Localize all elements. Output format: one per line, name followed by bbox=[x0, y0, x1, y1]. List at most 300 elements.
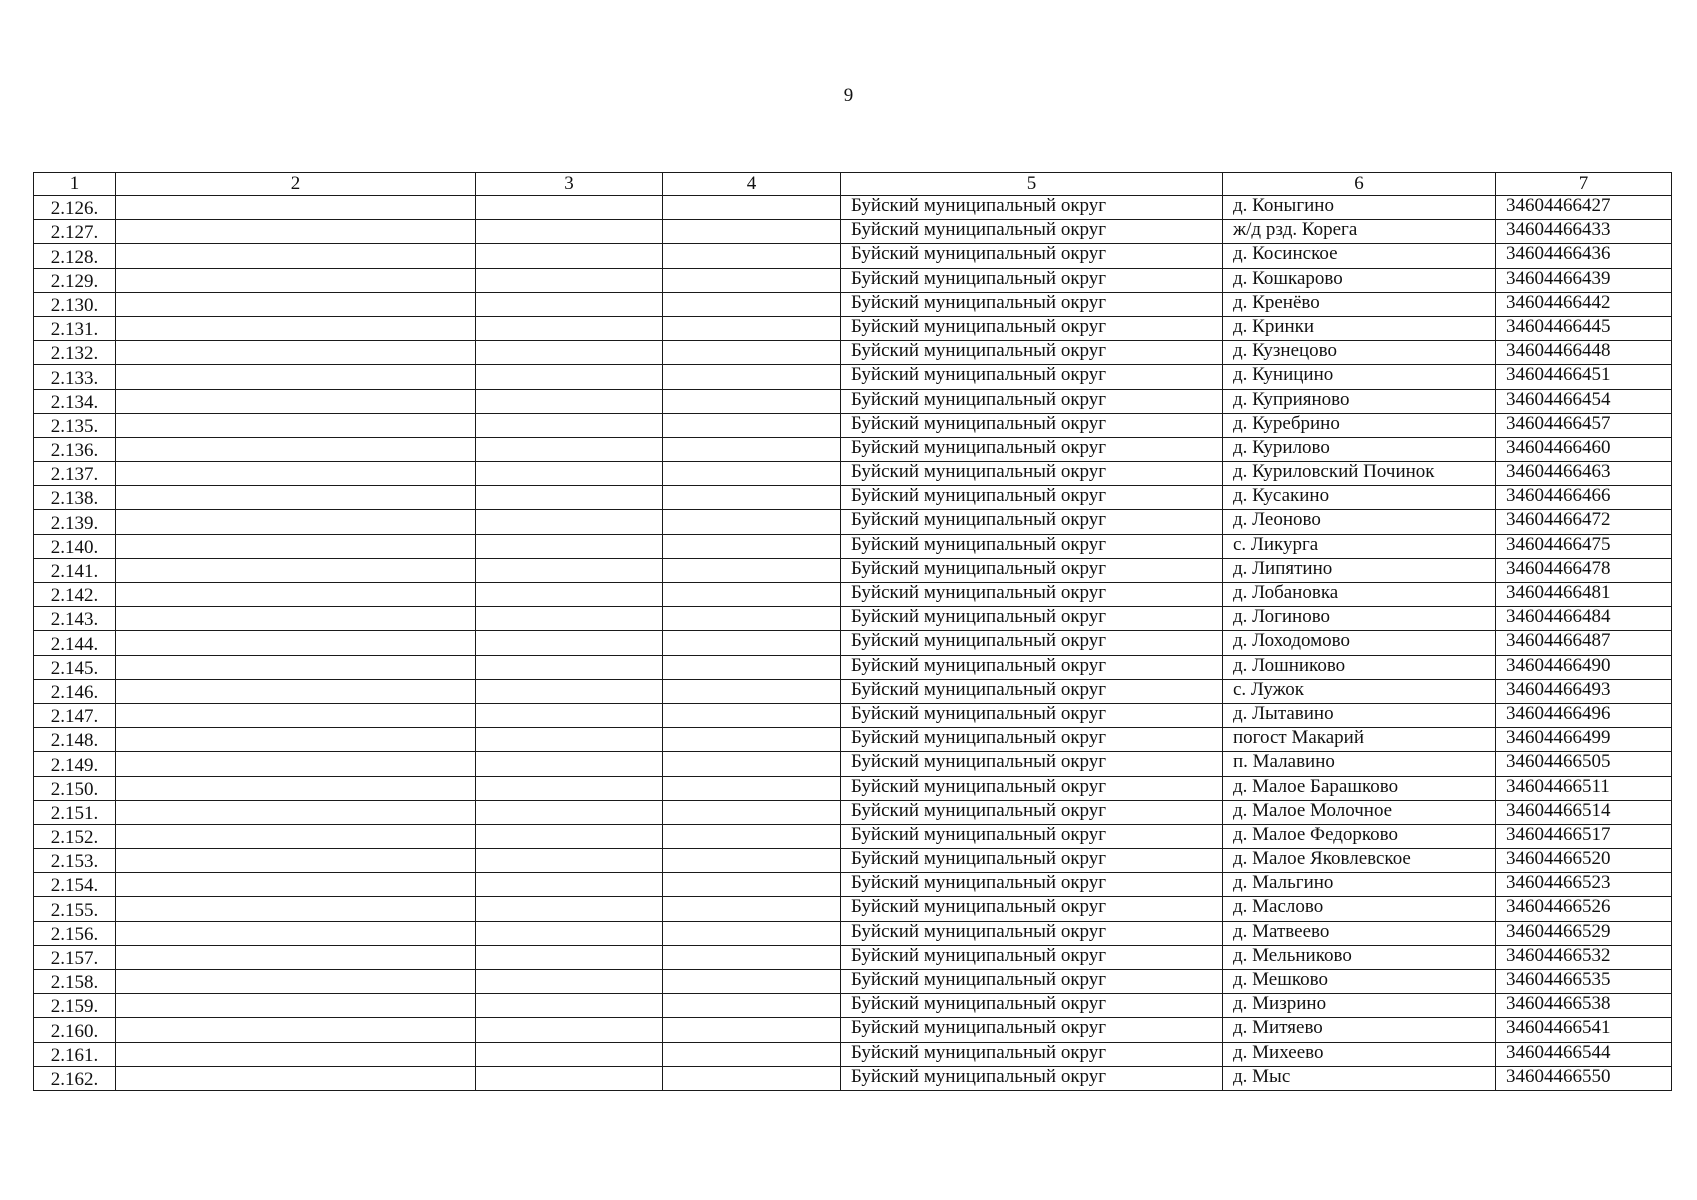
code-cell: 34604466466 bbox=[1496, 486, 1672, 510]
row-number-cell: 2.147. bbox=[34, 703, 116, 727]
column-3-cell bbox=[476, 945, 663, 969]
column-3-cell bbox=[476, 462, 663, 486]
column-4-cell bbox=[663, 1042, 841, 1066]
column-2-cell bbox=[116, 921, 476, 945]
column-2-cell bbox=[116, 389, 476, 413]
settlement-cell: д. Лоходомово bbox=[1223, 631, 1496, 655]
row-number-cell: 2.156. bbox=[34, 921, 116, 945]
district-cell: Буйский муниципальный округ bbox=[841, 534, 1223, 558]
settlement-cell: д. Леоново bbox=[1223, 510, 1496, 534]
column-4-cell bbox=[663, 655, 841, 679]
row-number-cell: 2.131. bbox=[34, 316, 116, 340]
column-2-cell bbox=[116, 824, 476, 848]
settlement-cell: с. Лужок bbox=[1223, 679, 1496, 703]
column-4-cell bbox=[663, 945, 841, 969]
table-row bbox=[34, 558, 1672, 582]
column-2-cell bbox=[116, 945, 476, 969]
column-4-cell bbox=[663, 631, 841, 655]
settlement-cell: д. Кринки bbox=[1223, 316, 1496, 340]
settlement-cell: д. Кусакино bbox=[1223, 486, 1496, 510]
code-cell: 34604466538 bbox=[1496, 994, 1672, 1018]
code-cell: 34604466493 bbox=[1496, 679, 1672, 703]
table-row bbox=[34, 196, 1672, 220]
district-cell: Буйский муниципальный округ bbox=[841, 921, 1223, 945]
row-number-cell: 2.138. bbox=[34, 486, 116, 510]
table-row bbox=[34, 1042, 1672, 1066]
settlement-cell: д. Лытавино bbox=[1223, 703, 1496, 727]
district-cell: Буйский муниципальный округ bbox=[841, 413, 1223, 437]
column-4-cell bbox=[663, 486, 841, 510]
district-cell: Буйский муниципальный округ bbox=[841, 389, 1223, 413]
row-number-cell: 2.148. bbox=[34, 728, 116, 752]
code-cell: 34604466475 bbox=[1496, 534, 1672, 558]
code-cell: 34604466496 bbox=[1496, 703, 1672, 727]
district-cell: Буйский муниципальный округ bbox=[841, 849, 1223, 873]
district-cell: Буйский муниципальный округ bbox=[841, 244, 1223, 268]
settlement-cell: д. Курилово bbox=[1223, 437, 1496, 461]
district-cell: Буйский муниципальный округ bbox=[841, 220, 1223, 244]
row-number-cell: 2.141. bbox=[34, 558, 116, 582]
district-cell: Буйский муниципальный округ bbox=[841, 800, 1223, 824]
column-2-cell bbox=[116, 341, 476, 365]
district-cell: Буйский муниципальный округ bbox=[841, 1042, 1223, 1066]
column-2-cell bbox=[116, 437, 476, 461]
column-2-cell bbox=[116, 196, 476, 220]
column-4-cell bbox=[663, 316, 841, 340]
district-cell: Буйский муниципальный округ bbox=[841, 462, 1223, 486]
table-row bbox=[34, 679, 1672, 703]
table-row bbox=[34, 413, 1672, 437]
row-number-cell: 2.162. bbox=[34, 1066, 116, 1090]
column-3-cell bbox=[476, 292, 663, 316]
settlement-cell: д. Лобановка bbox=[1223, 583, 1496, 607]
column-header-3: 3 bbox=[476, 173, 663, 196]
settlement-cell: д. Мельниково bbox=[1223, 945, 1496, 969]
code-cell: 34604466529 bbox=[1496, 921, 1672, 945]
row-number-cell: 2.128. bbox=[34, 244, 116, 268]
column-3-cell bbox=[476, 703, 663, 727]
row-number-cell: 2.134. bbox=[34, 389, 116, 413]
column-4-cell bbox=[663, 292, 841, 316]
column-3-cell bbox=[476, 728, 663, 752]
table-row bbox=[34, 945, 1672, 969]
row-number-cell: 2.142. bbox=[34, 583, 116, 607]
settlement-cell: п. Малавино bbox=[1223, 752, 1496, 776]
table-row bbox=[34, 341, 1672, 365]
column-4-cell bbox=[663, 244, 841, 268]
column-3-cell bbox=[476, 849, 663, 873]
column-2-cell bbox=[116, 292, 476, 316]
district-cell: Буйский муниципальный округ bbox=[841, 316, 1223, 340]
row-number-cell: 2.150. bbox=[34, 776, 116, 800]
settlement-cell: д. Мальгино bbox=[1223, 873, 1496, 897]
settlement-cell: д. Куницино bbox=[1223, 365, 1496, 389]
column-4-cell bbox=[663, 220, 841, 244]
table-row bbox=[34, 873, 1672, 897]
column-4-cell bbox=[663, 800, 841, 824]
column-4-cell bbox=[663, 897, 841, 921]
code-cell: 34604466514 bbox=[1496, 800, 1672, 824]
table-row bbox=[34, 607, 1672, 631]
column-2-cell bbox=[116, 365, 476, 389]
district-cell: Буйский муниципальный округ bbox=[841, 873, 1223, 897]
row-number-cell: 2.157. bbox=[34, 945, 116, 969]
settlement-cell: д. Кузнецово bbox=[1223, 341, 1496, 365]
settlement-cell: д. Малое Молочное bbox=[1223, 800, 1496, 824]
code-cell: 34604466490 bbox=[1496, 655, 1672, 679]
row-number-cell: 2.158. bbox=[34, 970, 116, 994]
column-header-7: 7 bbox=[1496, 173, 1672, 196]
code-cell: 34604466484 bbox=[1496, 607, 1672, 631]
settlement-cell: д. Маслово bbox=[1223, 897, 1496, 921]
row-number-cell: 2.144. bbox=[34, 631, 116, 655]
code-cell: 34604466451 bbox=[1496, 365, 1672, 389]
column-3-cell bbox=[476, 316, 663, 340]
column-3-cell bbox=[476, 631, 663, 655]
district-cell: Буйский муниципальный округ bbox=[841, 897, 1223, 921]
column-3-cell bbox=[476, 437, 663, 461]
district-cell: Буйский муниципальный округ bbox=[841, 945, 1223, 969]
column-3-cell bbox=[476, 389, 663, 413]
table-row bbox=[34, 389, 1672, 413]
table-row bbox=[34, 994, 1672, 1018]
settlement-cell: д. Куприяново bbox=[1223, 389, 1496, 413]
district-cell: Буйский муниципальный округ bbox=[841, 776, 1223, 800]
settlement-cell: д. Мизрино bbox=[1223, 994, 1496, 1018]
column-2-cell bbox=[116, 462, 476, 486]
settlement-cell: д. Липятино bbox=[1223, 558, 1496, 582]
table-body bbox=[34, 196, 1672, 1091]
settlement-cell: д. Малое Барашково bbox=[1223, 776, 1496, 800]
registry-table bbox=[33, 172, 1672, 1091]
column-2-cell bbox=[116, 679, 476, 703]
column-header-6: 6 bbox=[1223, 173, 1496, 196]
code-cell: 34604466472 bbox=[1496, 510, 1672, 534]
code-cell: 34604466517 bbox=[1496, 824, 1672, 848]
code-cell: 34604466487 bbox=[1496, 631, 1672, 655]
row-number-cell: 2.130. bbox=[34, 292, 116, 316]
district-cell: Буйский муниципальный округ bbox=[841, 607, 1223, 631]
table-row bbox=[34, 268, 1672, 292]
column-4-cell bbox=[663, 921, 841, 945]
column-2-cell bbox=[116, 703, 476, 727]
column-2-cell bbox=[116, 897, 476, 921]
column-3-cell bbox=[476, 486, 663, 510]
row-number-cell: 2.137. bbox=[34, 462, 116, 486]
code-cell: 34604466454 bbox=[1496, 389, 1672, 413]
table-row bbox=[34, 1018, 1672, 1042]
row-number-cell: 2.154. bbox=[34, 873, 116, 897]
column-4-cell bbox=[663, 413, 841, 437]
column-header-1: 1 bbox=[34, 173, 116, 196]
district-cell: Буйский муниципальный округ bbox=[841, 486, 1223, 510]
column-3-cell bbox=[476, 970, 663, 994]
column-4-cell bbox=[663, 462, 841, 486]
settlement-cell: с. Ликурга bbox=[1223, 534, 1496, 558]
code-cell: 34604466535 bbox=[1496, 970, 1672, 994]
row-number-cell: 2.126. bbox=[34, 196, 116, 220]
district-cell: Буйский муниципальный округ bbox=[841, 510, 1223, 534]
table-row bbox=[34, 220, 1672, 244]
column-4-cell bbox=[663, 268, 841, 292]
settlement-cell: д. Мешково bbox=[1223, 970, 1496, 994]
header-row bbox=[34, 173, 1672, 196]
row-number-cell: 2.140. bbox=[34, 534, 116, 558]
code-cell: 34604466457 bbox=[1496, 413, 1672, 437]
settlement-cell: д. Куриловский Починок bbox=[1223, 462, 1496, 486]
settlement-cell: д. Косинское bbox=[1223, 244, 1496, 268]
column-2-cell bbox=[116, 655, 476, 679]
column-4-cell bbox=[663, 1066, 841, 1090]
column-2-cell bbox=[116, 800, 476, 824]
column-2-cell bbox=[116, 994, 476, 1018]
column-3-cell bbox=[476, 1042, 663, 1066]
column-4-cell bbox=[663, 365, 841, 389]
code-cell: 34604466544 bbox=[1496, 1042, 1672, 1066]
code-cell: 34604466463 bbox=[1496, 462, 1672, 486]
column-3-cell bbox=[476, 220, 663, 244]
district-cell: Буйский муниципальный округ bbox=[841, 365, 1223, 389]
column-2-cell bbox=[116, 849, 476, 873]
district-cell: Буйский муниципальный округ bbox=[841, 1018, 1223, 1042]
column-4-cell bbox=[663, 558, 841, 582]
column-3-cell bbox=[476, 244, 663, 268]
table-row bbox=[34, 365, 1672, 389]
table-row bbox=[34, 316, 1672, 340]
table-row bbox=[34, 728, 1672, 752]
settlement-cell: д. Коныгино bbox=[1223, 196, 1496, 220]
table-row bbox=[34, 655, 1672, 679]
settlement-cell: д. Митяево bbox=[1223, 1018, 1496, 1042]
code-cell: 34604466526 bbox=[1496, 897, 1672, 921]
table-row bbox=[34, 824, 1672, 848]
code-cell: 34604466448 bbox=[1496, 341, 1672, 365]
code-cell: 34604466442 bbox=[1496, 292, 1672, 316]
settlement-cell: д. Кренёво bbox=[1223, 292, 1496, 316]
column-3-cell bbox=[476, 341, 663, 365]
column-3-cell bbox=[476, 994, 663, 1018]
district-cell: Буйский муниципальный округ bbox=[841, 703, 1223, 727]
column-3-cell bbox=[476, 510, 663, 534]
row-number-cell: 2.132. bbox=[34, 341, 116, 365]
column-2-cell bbox=[116, 1018, 476, 1042]
column-4-cell bbox=[663, 752, 841, 776]
row-number-cell: 2.149. bbox=[34, 752, 116, 776]
row-number-cell: 2.151. bbox=[34, 800, 116, 824]
row-number-cell: 2.152. bbox=[34, 824, 116, 848]
table-row bbox=[34, 462, 1672, 486]
table-row bbox=[34, 244, 1672, 268]
district-cell: Буйский муниципальный округ bbox=[841, 655, 1223, 679]
code-cell: 34604466541 bbox=[1496, 1018, 1672, 1042]
table-row bbox=[34, 292, 1672, 316]
column-4-cell bbox=[663, 849, 841, 873]
district-cell: Буйский муниципальный округ bbox=[841, 728, 1223, 752]
district-cell: Буйский муниципальный округ bbox=[841, 752, 1223, 776]
column-4-cell bbox=[663, 389, 841, 413]
district-cell: Буйский муниципальный округ bbox=[841, 631, 1223, 655]
settlement-cell: погост Макарий bbox=[1223, 728, 1496, 752]
code-cell: 34604466445 bbox=[1496, 316, 1672, 340]
column-2-cell bbox=[116, 558, 476, 582]
column-3-cell bbox=[476, 534, 663, 558]
table-row bbox=[34, 631, 1672, 655]
column-2-cell bbox=[116, 510, 476, 534]
column-header-4: 4 bbox=[663, 173, 841, 196]
column-4-cell bbox=[663, 703, 841, 727]
table-row bbox=[34, 849, 1672, 873]
table-row bbox=[34, 534, 1672, 558]
column-4-cell bbox=[663, 196, 841, 220]
row-number-cell: 2.155. bbox=[34, 897, 116, 921]
district-cell: Буйский муниципальный округ bbox=[841, 558, 1223, 582]
settlement-cell: д. Матвеево bbox=[1223, 921, 1496, 945]
column-2-cell bbox=[116, 1042, 476, 1066]
settlement-cell: ж/д рзд. Корега bbox=[1223, 220, 1496, 244]
column-4-cell bbox=[663, 583, 841, 607]
row-number-cell: 2.143. bbox=[34, 607, 116, 631]
table-row bbox=[34, 897, 1672, 921]
settlement-cell: д. Куребрино bbox=[1223, 413, 1496, 437]
column-3-cell bbox=[476, 583, 663, 607]
table-row bbox=[34, 583, 1672, 607]
row-number-cell: 2.136. bbox=[34, 437, 116, 461]
district-cell: Буйский муниципальный округ bbox=[841, 196, 1223, 220]
column-4-cell bbox=[663, 824, 841, 848]
district-cell: Буйский муниципальный округ bbox=[841, 824, 1223, 848]
column-2-cell bbox=[116, 873, 476, 897]
row-number-cell: 2.135. bbox=[34, 413, 116, 437]
code-cell: 34604466532 bbox=[1496, 945, 1672, 969]
column-3-cell bbox=[476, 873, 663, 897]
row-number-cell: 2.153. bbox=[34, 849, 116, 873]
settlement-cell: д. Лошниково bbox=[1223, 655, 1496, 679]
column-4-cell bbox=[663, 873, 841, 897]
column-3-cell bbox=[476, 800, 663, 824]
column-3-cell bbox=[476, 1018, 663, 1042]
settlement-cell: д. Логиново bbox=[1223, 607, 1496, 631]
column-4-cell bbox=[663, 970, 841, 994]
column-3-cell bbox=[476, 196, 663, 220]
row-number-cell: 2.145. bbox=[34, 655, 116, 679]
column-3-cell bbox=[476, 752, 663, 776]
code-cell: 34604466505 bbox=[1496, 752, 1672, 776]
column-2-cell bbox=[116, 244, 476, 268]
column-2-cell bbox=[116, 728, 476, 752]
code-cell: 34604466511 bbox=[1496, 776, 1672, 800]
district-cell: Буйский муниципальный округ bbox=[841, 583, 1223, 607]
district-cell: Буйский муниципальный округ bbox=[841, 341, 1223, 365]
column-2-cell bbox=[116, 486, 476, 510]
code-cell: 34604466550 bbox=[1496, 1066, 1672, 1090]
district-cell: Буйский муниципальный округ bbox=[841, 1066, 1223, 1090]
settlement-cell: д. Мыс bbox=[1223, 1066, 1496, 1090]
district-cell: Буйский муниципальный округ bbox=[841, 437, 1223, 461]
code-cell: 34604466439 bbox=[1496, 268, 1672, 292]
column-2-cell bbox=[116, 776, 476, 800]
row-number-cell: 2.146. bbox=[34, 679, 116, 703]
column-2-cell bbox=[116, 268, 476, 292]
column-3-cell bbox=[476, 607, 663, 631]
code-cell: 34604466478 bbox=[1496, 558, 1672, 582]
table-row bbox=[34, 776, 1672, 800]
column-4-cell bbox=[663, 437, 841, 461]
column-4-cell bbox=[663, 994, 841, 1018]
column-3-cell bbox=[476, 655, 663, 679]
column-3-cell bbox=[476, 921, 663, 945]
column-4-cell bbox=[663, 534, 841, 558]
column-3-cell bbox=[476, 365, 663, 389]
column-2-cell bbox=[116, 220, 476, 244]
column-3-cell bbox=[476, 776, 663, 800]
column-3-cell bbox=[476, 558, 663, 582]
table-row bbox=[34, 703, 1672, 727]
column-4-cell bbox=[663, 341, 841, 365]
column-3-cell bbox=[476, 824, 663, 848]
district-cell: Буйский муниципальный округ bbox=[841, 994, 1223, 1018]
district-cell: Буйский муниципальный округ bbox=[841, 970, 1223, 994]
code-cell: 34604466436 bbox=[1496, 244, 1672, 268]
table-row bbox=[34, 921, 1672, 945]
table-row bbox=[34, 486, 1672, 510]
row-number-cell: 2.161. bbox=[34, 1042, 116, 1066]
row-number-cell: 2.129. bbox=[34, 268, 116, 292]
table-row bbox=[34, 510, 1672, 534]
column-2-cell bbox=[116, 413, 476, 437]
code-cell: 34604466433 bbox=[1496, 220, 1672, 244]
column-2-cell bbox=[116, 631, 476, 655]
column-3-cell bbox=[476, 268, 663, 292]
settlement-cell: д. Малое Федорково bbox=[1223, 824, 1496, 848]
column-3-cell bbox=[476, 897, 663, 921]
table-header bbox=[34, 173, 1672, 196]
district-cell: Буйский муниципальный округ bbox=[841, 292, 1223, 316]
row-number-cell: 2.160. bbox=[34, 1018, 116, 1042]
table-row bbox=[34, 752, 1672, 776]
column-2-cell bbox=[116, 1066, 476, 1090]
settlement-cell: д. Кошкарово bbox=[1223, 268, 1496, 292]
settlement-cell: д. Михеево bbox=[1223, 1042, 1496, 1066]
table-row bbox=[34, 1066, 1672, 1090]
column-3-cell bbox=[476, 413, 663, 437]
table-row bbox=[34, 970, 1672, 994]
column-4-cell bbox=[663, 728, 841, 752]
row-number-cell: 2.127. bbox=[34, 220, 116, 244]
district-cell: Буйский муниципальный округ bbox=[841, 268, 1223, 292]
district-cell: Буйский муниципальный округ bbox=[841, 679, 1223, 703]
column-2-cell bbox=[116, 970, 476, 994]
column-3-cell bbox=[476, 1066, 663, 1090]
column-4-cell bbox=[663, 1018, 841, 1042]
code-cell: 34604466499 bbox=[1496, 728, 1672, 752]
row-number-cell: 2.133. bbox=[34, 365, 116, 389]
row-number-cell: 2.139. bbox=[34, 510, 116, 534]
settlement-cell: д. Малое Яковлевское bbox=[1223, 849, 1496, 873]
code-cell: 34604466460 bbox=[1496, 437, 1672, 461]
column-2-cell bbox=[116, 583, 476, 607]
column-header-2: 2 bbox=[116, 173, 476, 196]
column-2-cell bbox=[116, 752, 476, 776]
table-row bbox=[34, 437, 1672, 461]
table-row bbox=[34, 800, 1672, 824]
column-2-cell bbox=[116, 316, 476, 340]
column-4-cell bbox=[663, 679, 841, 703]
code-cell: 34604466427 bbox=[1496, 196, 1672, 220]
code-cell: 34604466481 bbox=[1496, 583, 1672, 607]
code-cell: 34604466520 bbox=[1496, 849, 1672, 873]
row-number-cell: 2.159. bbox=[34, 994, 116, 1018]
column-4-cell bbox=[663, 776, 841, 800]
